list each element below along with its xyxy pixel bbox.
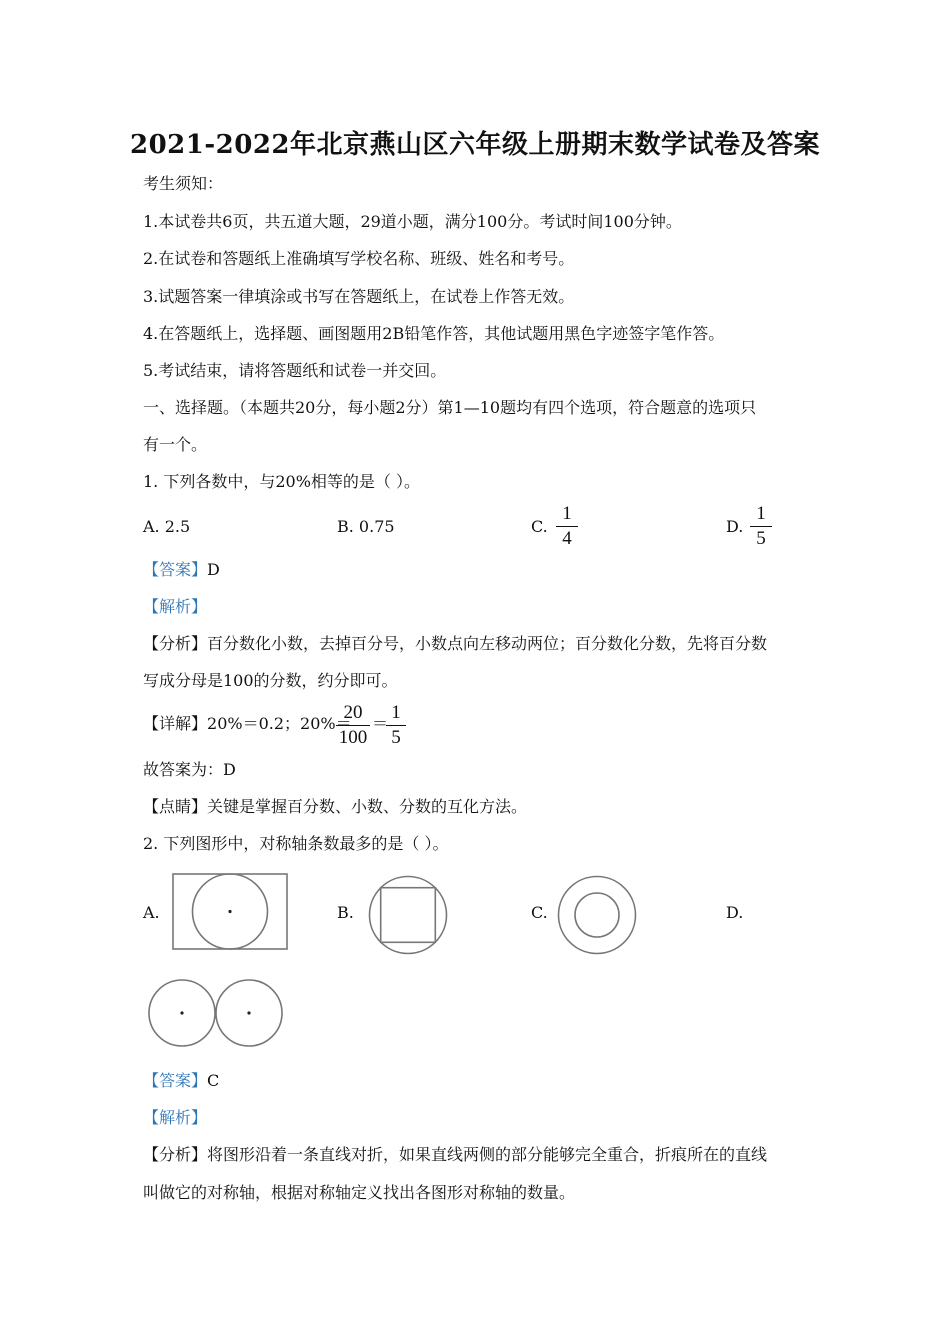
fraction-denominator: 4	[562, 528, 572, 549]
fraction-numerator: 1	[756, 503, 766, 524]
fenxi-tag: 【分析】	[143, 1145, 208, 1164]
q1-option-b: B. 0.75	[337, 517, 395, 536]
answer-tag: 【答案】	[143, 1071, 208, 1090]
fraction-numerator: 1	[562, 503, 572, 524]
q1-detail-equals: ＝	[372, 714, 389, 733]
q1-analysis-tag: 【解析】	[143, 597, 208, 616]
q1-option-d-fraction	[750, 503, 772, 550]
q2-answer	[143, 1070, 219, 1092]
q1-conclusion: 故答案为：D	[143, 760, 236, 779]
notice-item-2: 2.在试卷和答题纸上准确填写学校名称、班级、姓名和考号。	[143, 249, 575, 268]
fraction-numerator: 20	[343, 702, 363, 723]
q2-option-a-label: A.	[143, 903, 160, 922]
section1-heading-line2: 有一个。	[143, 435, 208, 454]
fraction-bar	[386, 725, 406, 726]
page-title: 2021-2022年北京燕山区六年级上册期末数学试卷及答案	[129, 130, 821, 160]
q2-figure-d-two-tangent-circles	[146, 978, 288, 1050]
section1-heading-line1: 一、选择题。（本题共20分，每小题2分）第1—10题均有四个选项，符合题意的选项只	[143, 398, 757, 417]
fraction-numerator: 1	[391, 702, 401, 723]
detail-text: 20%＝0.2；20%＝	[207, 714, 352, 733]
fenxi-text: 将图形沿着一条直线对折，如果直线两侧的部分能够完全重合，折痕所在的直线	[207, 1145, 768, 1164]
q2-figure-c-concentric-circles	[556, 874, 638, 956]
right-center-dot	[247, 1011, 250, 1014]
notice-item-3: 3.试题答案一律填涂或书写在答题纸上，在试卷上作答无效。	[143, 287, 575, 306]
q1-option-d-label: D.	[726, 517, 744, 536]
q2-stem: 2. 下列图形中，对称轴条数最多的是（ ）。	[143, 834, 449, 853]
q1-detail-fraction-2	[386, 702, 406, 749]
q1-option-c-label: C.	[531, 517, 548, 536]
q2-analysis-tag: 【解析】	[143, 1108, 208, 1127]
q2-figure-a-rect-with-circle	[170, 872, 290, 952]
fraction-denominator: 5	[756, 528, 766, 549]
q1-answer	[143, 559, 220, 581]
fraction-bar	[336, 725, 370, 726]
fraction-denominator: 5	[391, 727, 401, 748]
q2-fenxi-line2: 叫做它的对称轴，根据对称轴定义找出各图形对称轴的数量。	[143, 1183, 576, 1202]
outer-circle	[559, 877, 636, 954]
fenxi-tag: 【分析】	[143, 634, 208, 653]
q1-option-c-fraction	[556, 503, 578, 550]
answer-tag: 【答案】	[143, 560, 208, 579]
q2-fenxi-line1	[143, 1144, 767, 1166]
answer-value: C	[207, 1071, 220, 1090]
q1-dianjing	[143, 796, 527, 818]
notice-heading: 考生须知：	[143, 174, 224, 193]
notice-item-4: 4.在答题纸上，选择题、画图题用2B铅笔作答，其他试题用黑色字迹签字笔作答。	[143, 324, 725, 343]
detail-tag: 【详解】	[143, 714, 208, 733]
notice-item-5: 5.考试结束，请将答题纸和试卷一并交回。	[143, 361, 447, 380]
dianjing-text: 关键是掌握百分数、小数、分数的互化方法。	[207, 797, 528, 816]
fenxi-text: 百分数化小数，去掉百分号，小数点向左移动两位；百分数化分数，先将百分数	[207, 634, 768, 653]
q1-detail	[143, 713, 352, 735]
fraction-bar	[750, 526, 772, 527]
dianjing-tag: 【点睛】	[143, 797, 208, 816]
fraction-denominator: 100	[338, 727, 368, 748]
left-center-dot	[180, 1011, 183, 1014]
center-dot	[228, 910, 231, 913]
answer-value: D	[207, 560, 220, 579]
fraction-bar	[556, 526, 578, 527]
q1-fenxi-line2: 写成分母是100的分数，约分即可。	[143, 671, 398, 690]
q1-fenxi-line1	[143, 633, 767, 655]
q1-detail-fraction-1	[336, 702, 370, 749]
square	[381, 888, 436, 943]
notice-item-1: 1.本试卷共6页，共五道大题，29道小题，满分100分。考试时间100分钟。	[143, 212, 682, 231]
q2-option-b-label: B.	[337, 903, 354, 922]
q2-option-d-label: D.	[726, 903, 744, 922]
q1-stem: 1. 下列各数中，与20%相等的是（ ）。	[143, 472, 421, 491]
q2-option-c-label: C.	[531, 903, 548, 922]
q1-option-a: A. 2.5	[143, 517, 191, 536]
q2-figure-b-square-in-circle	[367, 874, 449, 956]
inner-circle	[575, 893, 619, 937]
